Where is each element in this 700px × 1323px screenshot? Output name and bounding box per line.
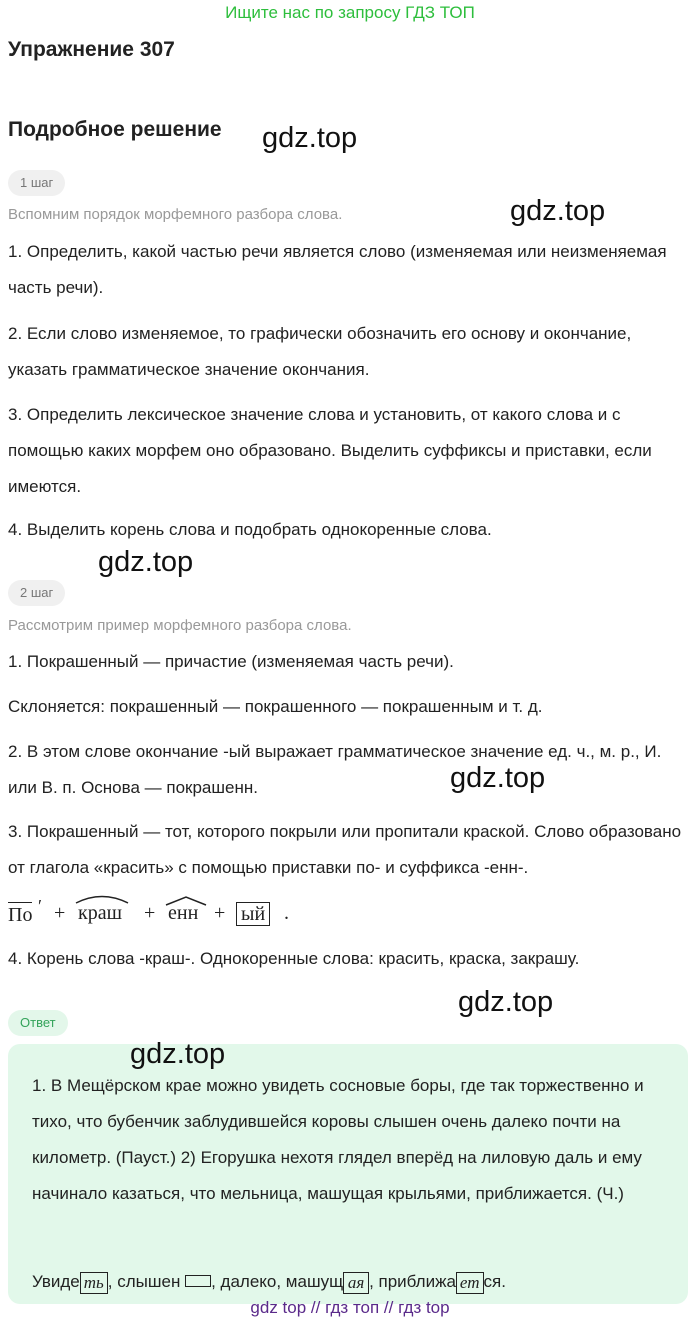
watermark: gdz.top xyxy=(130,1038,226,1070)
answer-word: , приближа xyxy=(369,1272,456,1291)
root-arc-icon xyxy=(74,894,130,904)
root-text: краш xyxy=(78,902,122,924)
ending-box: ет xyxy=(456,1272,484,1294)
page-title: Упражнение 307 xyxy=(8,38,175,61)
step1-item-1: 1. Определить, какой частью речи является слово (изменяемая или неизменяемая часть речи). xyxy=(8,242,667,297)
answer-word: ся. xyxy=(483,1272,506,1291)
empty-ending-box xyxy=(185,1275,211,1287)
answer-word: , далеко, машущ xyxy=(211,1272,344,1291)
prefix-tick: ′ xyxy=(38,896,42,916)
formula-dot: . xyxy=(284,902,289,924)
answer-box xyxy=(8,1044,688,1304)
step-badge-1: 1 шаг xyxy=(8,170,65,196)
step2-item-3: 2. В этом слове окончание -ый выражает грамматическое значение ед. ч., м. р., И. или В. п. Основа — покрашенн. xyxy=(8,742,662,797)
step1-item-4: 4. Выделить корень слова и подобрать однокоренные слова. xyxy=(8,520,492,539)
watermark: gdz.top xyxy=(450,762,546,794)
step1-item-2: 2. Если слово изменяемое, то графически обозначить его основу и окончание, указать грамматическое значение окончания. xyxy=(8,324,632,379)
step2-item-5: 4. Корень слова -краш-. Однокоренные слова: красить, краска, закрашу. xyxy=(8,949,580,968)
watermark: gdz.top xyxy=(262,122,358,154)
suffix-text: енн xyxy=(168,902,199,924)
step2-item-2: Склоняется: покрашенный — покрашенного — покрашенным и т. д. xyxy=(8,697,543,716)
step1-item-3: 3. Определить лексическое значение слова и установить, от какого слова и с помощью каких морфем оно образовано. Выделить суффиксы и приставки, если имеются. xyxy=(8,405,652,496)
root-mark xyxy=(78,902,122,925)
watermark: gdz.top xyxy=(98,546,194,578)
watermark: gdz.top xyxy=(458,986,554,1018)
step2-item-4: 3. Покрашенный — тот, которого покрыли или пропитали краской. Слово образовано от глагола «красить» с помощью приставки по- и суффикса -енн-. xyxy=(8,822,682,877)
watermark: gdz.top xyxy=(510,195,606,227)
step2-note: Рассмотрим пример морфемного разбора слова. xyxy=(8,617,352,634)
section-title: Подробное решение xyxy=(8,118,222,141)
prefix-mark: По xyxy=(8,904,33,926)
answer-word: , слышен xyxy=(107,1272,181,1291)
answer-badge: Ответ xyxy=(8,1010,68,1036)
step1-note: Вспомним порядок морфемного разбора слова. xyxy=(8,206,343,223)
plus-sign: + xyxy=(144,902,156,924)
plus-sign: + xyxy=(54,902,66,924)
step2-item-1: 1. Покрашенный — причастие (изменяемая часть речи). xyxy=(8,652,454,671)
answer-word: Увиде xyxy=(32,1272,80,1291)
footer-links[interactable]: gdz top // гдз топ // гдз top xyxy=(250,1298,450,1317)
top-banner[interactable]: Ищите нас по запросу ГДЗ ТОП xyxy=(225,3,475,22)
step-badge-2: 2 шаг xyxy=(8,580,65,606)
suffix-caret-icon xyxy=(164,896,208,906)
answer-text: 1. В Мещёрском крае можно увидеть сосновые боры, где так торжественно и тихо, что бубенчик заблудившейся коровы слышен очень далеко почти на километр. (Пауст.) 2) Егорушка нехотя глядел вперёд на лиловую даль и ему начинало казаться, что мельница, машущая крыльями, приближается. (Ч.) xyxy=(32,1076,644,1203)
answer-endings-line xyxy=(32,1270,506,1294)
plus-sign: + xyxy=(214,902,226,924)
ending-box: ть xyxy=(80,1272,108,1294)
suffix-mark xyxy=(168,902,198,925)
ending-box: ая xyxy=(343,1272,369,1294)
ending-box: ый xyxy=(236,902,270,926)
